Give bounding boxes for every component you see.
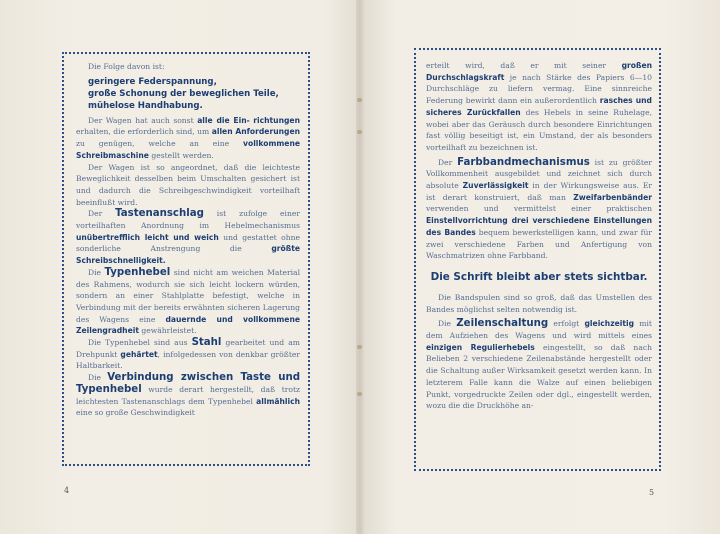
paragraph-farbband: Der Farbbandmechanismus ist zu größter Vollkommenheit ausgebildet und zeichnet sich durch absolute Zuverlässigkeit in der Wirkungsweise aus. Er ist derart konstruiert, daß man Zweifarbenbänder verwenden und vermittelst einer praktischen Einstellvorrichtung drei verschiedene Einstellungen des Bandes bequem bewerkstelligen kann, und zwar für zwei verschiedene Farben und Anfertigung von Waschmatrizen ohne Farbband. <box>426 156 652 261</box>
paragraph-typenhebel: Die Typenhebel sind nicht am weichen Material des Rahmens, wodurch sie sich leicht lockern würden, sondern an einer Stahlplatte befestigt, welche in Verbindung mit der bereits erwähnten sicheren Lagerung des Wagens eine dauernde und vollkommene Zeilengradheit gewährleistet. <box>76 266 301 336</box>
binding-stitch <box>357 130 362 134</box>
paragraph-tastenanschlag: Der Tastenanschlag ist zufolge einer vorteilhaften Anordnung im Hebelmechanismus unübertrefflich leicht und weich und gestattet ohne sonderliche Anstrengung die größte Schreibschnelligkeit. <box>76 208 300 266</box>
section-heading: Die Schrift bleibt aber stets sichtbar. <box>430 270 648 283</box>
paragraph-verbindung: Die Verbindung zwischen Taste und Typenhebel wurde derart hergestellt, daß trotz leichtesten Tastenanschlags dem Typenhebel allmählich eine so große Geschwindigkeit <box>76 372 300 418</box>
binding-stitch <box>357 392 362 396</box>
binding-stitch <box>357 345 362 349</box>
paragraph-stahl: Die Typenhebel sind aus Stahl gearbeitet und am Drehpunkt gehärtet, infolgedessen von denkbar größter Haltbarkeit. <box>76 337 300 371</box>
left-text-frame <box>62 52 310 466</box>
list-item: große Schonung der beweglichen Teile, <box>88 88 279 99</box>
paragraph-durchschlagskraft: erteilt wird, daß er mit seiner großen Durchschlagskraft je nach Stärke des Papiers 6—10 Durchschläge zu liefern vermag. Eine sinnreiche Federung bewirkt dann ein außerordentlich rasches und sicheres Zurückfallen des Hebels in seine Ruhelage, wobei aber das Geräusch durch besondere Einrichtungen fast völlig beseitigt ist, ein Umstand, der als besonders vorteilhaft zu bezeichnen ist. <box>426 61 652 152</box>
paragraph-bandspulen: Die Bandspulen sind so groß, daß das Umstellen des Bandes möglichst selten notwendig ist. <box>426 292 652 314</box>
page-number-left: 4 <box>64 486 70 495</box>
page-number-right: 5 <box>649 488 655 497</box>
paragraph-beweglichkeit: Der Wagen ist so angeordnet, daß die leichteste Beweglichkeit desselben beim Umschalten gesichert ist und dadurch die Schreibgeschwindigkeit vorteilhaft beeinflußt wird. <box>76 162 300 207</box>
right-text-frame <box>414 48 661 471</box>
list-item: mühelose Handhabung. <box>88 100 203 111</box>
paragraph-zeilenschaltung: Die Zeilenschaltung erfolgt gleichzeitig mit dem Aufziehen des Wagens und wird mittels eines einzigen Regulierhebels eingestellt, so daß nach Belieben 2 verschiedene Zeilenabstände hergestellt oder die Schaltung außer Wirksamkeit gesetzt werden kann. In letzterem Falle kann die Walze auf einen beliebigen Punkt, vorgedruckte Zeilen oder dgl., eingestellt werden, wozu die die Druckhöhe an- <box>426 318 652 411</box>
list-item: geringere Federspannung, <box>88 76 217 87</box>
left-intro: Die Folge davon ist: <box>88 62 165 71</box>
feature-list <box>88 76 300 112</box>
binding-stitch <box>357 98 362 102</box>
paragraph-wagen: Der Wagen hat auch sonst alle die Ein- richtungen erhalten, die erforderlich sind, um allen Anforderungen zu genügen, welche an eine vollkommene Schreibmaschine gestellt werden. <box>76 115 300 160</box>
book-gutter <box>356 0 364 534</box>
